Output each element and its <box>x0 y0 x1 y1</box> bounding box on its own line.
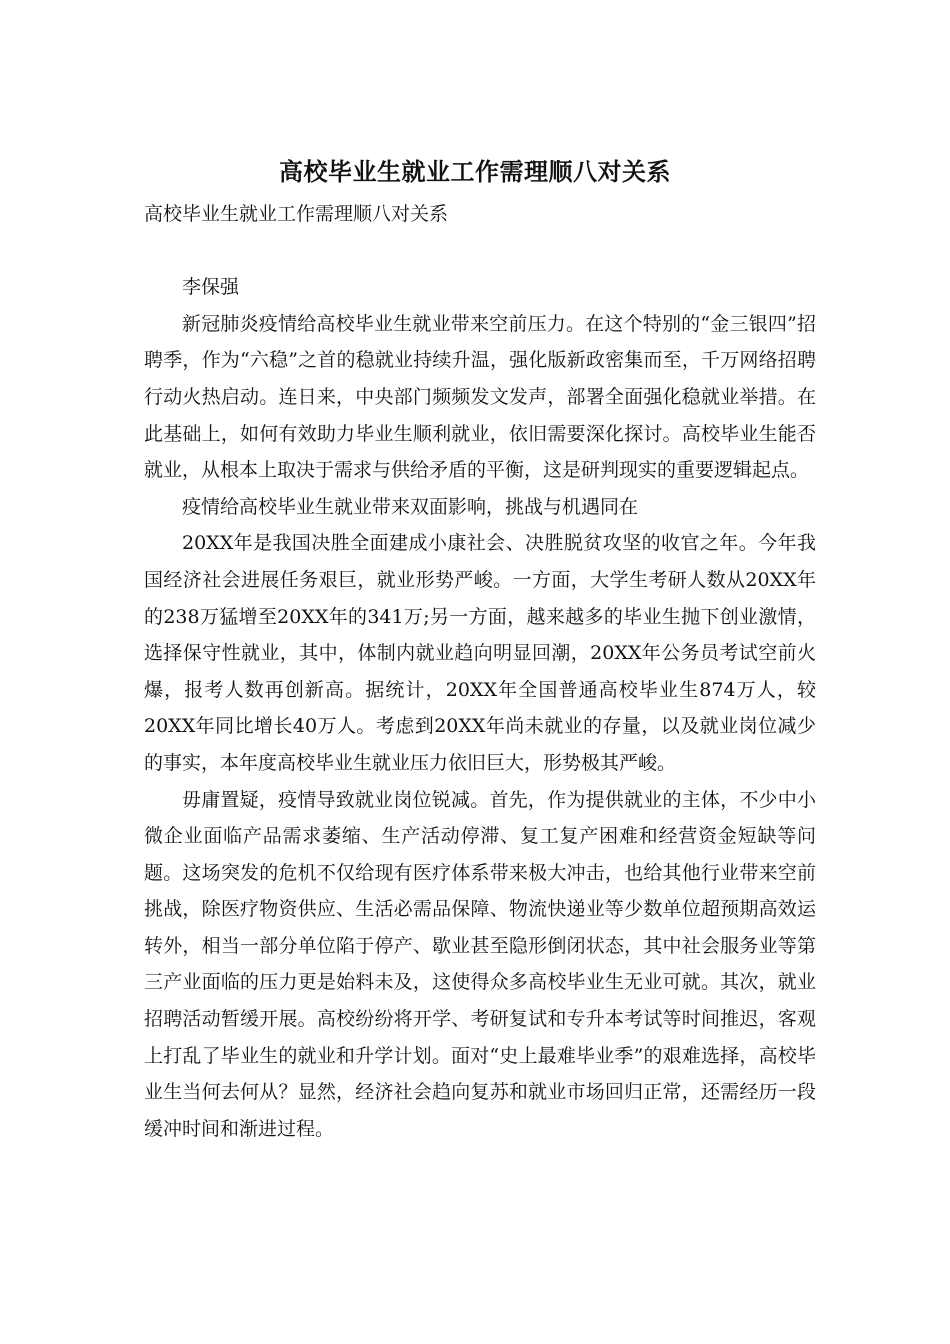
author-name: 李保强 <box>182 276 240 299</box>
document-subtitle: 高校毕业生就业工作需理顺八对关系 <box>144 203 449 225</box>
document-body <box>144 196 816 1147</box>
blank-line <box>144 233 816 270</box>
paragraph-intro: 新冠肺炎疫情给高校毕业生就业带来空前压力。在这个特别的“金三银四”招聘季，作为“六稳”之首的稳就业持续升温，强化版新政密集而至，千万网络招聘行动火热启动。连日来，中央部门频频发文发声，部署全面强化稳就业举措。在此基础上，如何有效助力毕业生顺利就业，依旧需要深化探讨。高校毕业生能否就业，从根本上取决于需求与供给矛盾的平衡，这是研判现实的重要逻辑起点。 <box>144 312 816 482</box>
paragraph-situation: 20XX年是我国决胜全面建成小康社会、决胜脱贫攻坚的收官之年。今年我国经济社会进展任务艰巨，就业形势严峻。一方面，大学生考研人数从20XX年的238万猛增至20XX年的341万;另一方面，越来越多的毕业生抛下创业激情，选择保守性就业，其中，体制内就业趋向明显回潮，20XX年公务员考试空前火爆，报考人数再创新高。据统计，20XX年全国普通高校毕业生874万人，较20XX年同比增长40万人。考虑到20XX年尚未就业的存量，以及就业岗位减少的事实，本年度高校毕业生就业压力依旧巨大，形势极其严峻。 <box>144 532 816 774</box>
section-heading: 疫情给高校毕业生就业带来双面影响，挑战与机遇同在 <box>182 495 639 518</box>
paragraph-impact: 毋庸置疑，疫情导致就业岗位锐减。首先，作为提供就业的主体，不少中小微企业面临产品需求萎缩、生产活动停滞、复工复产困难和经营资金短缺等问题。这场突发的危机不仅给现有医疗体系带来极大冲击，也给其他行业带来空前挑战，除医疗物资供应、生活必需品保障、物流快递业等少数单位超预期高效运转外，相当一部分单位陷于停产、歇业甚至隐形倒闭状态，其中社会服务业等第三产业面临的压力更是始料未及，这使得众多高校毕业生无业可就。其次，就业招聘活动暂缓开展。高校纷纷将开学、考研复试和专升本考试等时间推迟，客观上打乱了毕业生的就业和升学计划。面对“史上最难毕业季”的艰难选择，高校毕业生当何去何从？显然，经济社会趋向复苏和就业市场回归正常，还需经历一段缓冲时间和渐进过程。 <box>144 788 816 1140</box>
document-title: 高校毕业生就业工作需理顺八对关系 <box>279 157 671 186</box>
